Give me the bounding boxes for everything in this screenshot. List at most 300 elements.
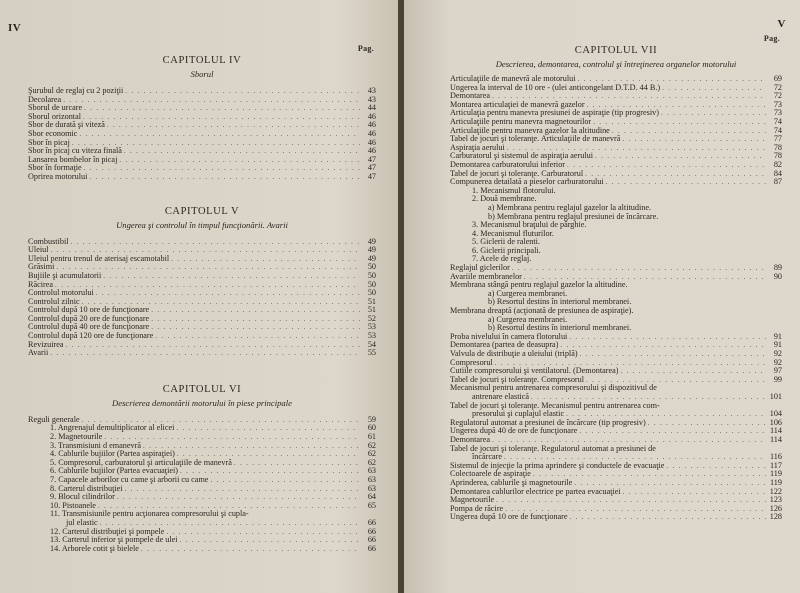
toc-leader-dots <box>504 453 766 462</box>
toc-leader-dots <box>50 246 360 255</box>
toc-entry-page: 126 <box>769 503 782 513</box>
toc-entry <box>450 333 782 342</box>
toc-entry <box>450 238 782 247</box>
toc-entry-page: 51 <box>367 305 376 315</box>
toc-entry <box>450 479 782 488</box>
toc-entry-page: 66 <box>367 517 376 527</box>
toc-entry <box>450 402 782 411</box>
toc-entry-page: 114 <box>770 434 782 444</box>
toc-leader-dots <box>65 341 360 350</box>
toc-entry-text: Sbor în picaj cu viteza finală <box>28 147 122 156</box>
toc-entry <box>28 450 376 459</box>
toc-entry-text: b) Resortul destins în interiorul membranei. <box>488 324 632 333</box>
toc-leader-dots <box>507 144 766 153</box>
toc-entry-text: Membrana stângă pentru reglajul gazelor la altitudine. <box>450 281 628 290</box>
toc-leader-dots <box>155 332 360 341</box>
toc-entry-page: 99 <box>773 374 782 384</box>
toc-entry-page: 78 <box>773 151 782 161</box>
toc-entry <box>450 513 782 522</box>
toc-entry-page: 97 <box>773 366 782 376</box>
toc-entry-page: 51 <box>367 296 376 306</box>
chapter-5 <box>28 206 376 358</box>
toc-leader-dots <box>585 170 766 179</box>
toc-leader-dots <box>578 75 767 84</box>
toc-entry-text: Tabel de jocuri şi toleranţe. Carburatorul <box>450 169 584 178</box>
toc-entry-page: 50 <box>367 262 376 272</box>
toc-entry <box>450 496 782 505</box>
toc-entry-page: 104 <box>769 409 782 419</box>
toc-entry-text: Pompa de răcire <box>450 504 504 513</box>
toc-entry-text: 3. Mecanismul braţului de pârghie. <box>472 221 587 230</box>
toc-entry-page: 123 <box>769 495 782 505</box>
toc-leader-dots <box>56 263 360 272</box>
toc-entry <box>450 290 782 299</box>
toc-leader-dots <box>82 416 360 425</box>
toc-entry <box>28 130 376 139</box>
toc-entry <box>450 410 782 419</box>
toc-entry <box>450 445 782 454</box>
toc-leader-dots <box>210 476 360 485</box>
toc-leader-dots <box>569 333 766 342</box>
toc-entry-page: 77 <box>773 134 782 144</box>
toc-entry-text: 6. Giclerii principali. <box>472 246 541 255</box>
toc-entry-text: Reguli generale <box>28 415 80 424</box>
toc-leader-dots <box>580 350 766 359</box>
toc-entry <box>450 359 782 368</box>
toc-leader-dots <box>661 109 766 118</box>
toc-entry <box>28 467 376 476</box>
toc-leader-dots <box>234 459 360 468</box>
toc-entry-text: Ungerea după 10 ore de funcţionare <box>450 513 568 522</box>
toc-entry <box>450 324 782 333</box>
toc-entry-text: Proba nivelului în camera flotorului <box>450 332 568 341</box>
toc-entry-page: 78 <box>773 142 782 152</box>
toc-entry <box>28 459 376 468</box>
toc-entry <box>28 306 376 315</box>
toc-entry <box>28 246 376 255</box>
toc-entry-text: 7. Acele de reglaj. <box>472 255 532 264</box>
toc-entry-text: Sborul orizontal <box>28 112 81 121</box>
toc-entry <box>28 164 376 173</box>
toc-entry-text: Tabel de jocuri şi toleranţe. Regulatorul automat a presiunei de <box>450 444 656 453</box>
toc-entry <box>450 453 782 462</box>
toc-entry-text: Montarea articulaţiei de manevră gazelor <box>450 100 585 109</box>
toc-entry <box>450 281 782 290</box>
toc-entry <box>450 92 782 101</box>
toc-entry-text: Controlul zilnic <box>28 297 80 306</box>
toc-entry-text: 8. Carterul distribuţiei <box>50 484 123 493</box>
toc-entry-text: 1. Angrenajul demultiplicator al elicei <box>50 424 175 433</box>
toc-entry <box>28 104 376 113</box>
toc-entry-text: Controlul după 120 ore de funcţionare <box>28 332 154 341</box>
toc-entry-text: Valvula de distribuţie a uleiului (triplă) <box>450 350 578 358</box>
toc-leader-dots <box>176 424 360 433</box>
toc-entry <box>450 187 782 196</box>
toc-entry-text: 3. Transmisiuni d emanevră <box>50 441 141 450</box>
toc-entry <box>28 281 376 290</box>
toc-entry-page: 49 <box>367 236 376 246</box>
toc-entry-page: 66 <box>367 535 376 545</box>
toc-leader-dots <box>96 289 360 298</box>
toc-entry-page: 46 <box>367 120 376 130</box>
toc-leader-dots <box>512 264 766 273</box>
toc-entry <box>450 436 782 445</box>
toc-entry <box>450 152 782 161</box>
toc-entry-page: 46 <box>367 128 376 138</box>
toc-leader-dots <box>151 306 360 315</box>
toc-entry <box>450 84 782 93</box>
toc-entry-page: 47 <box>367 163 376 173</box>
toc-entry-page: 63 <box>367 466 376 476</box>
toc-entry <box>450 307 782 316</box>
toc-leader-dots <box>496 496 766 505</box>
toc-entry-text: Articulaţiile pentru manevra magnetourilor <box>450 117 592 126</box>
toc-entry <box>450 298 782 307</box>
toc-entry-page: 128 <box>769 512 782 522</box>
toc-leader-dots <box>570 513 766 522</box>
chapter-4 <box>28 44 376 182</box>
toc-leader-dots <box>492 92 766 101</box>
chapter-subtitle: Descrierea demontării motorului în piese principale <box>112 397 292 408</box>
toc-entry <box>28 255 376 264</box>
toc-entry-text: Ungerea la interval de 10 ore - (ulei anticongelant D.T.D. 44 B.) <box>450 83 661 92</box>
toc-leader-dots <box>119 156 360 165</box>
toc-entry <box>28 528 376 537</box>
toc-entry-page: 91 <box>773 331 782 341</box>
toc-entry-page: 69 <box>773 74 782 83</box>
toc-entry-page: 106 <box>769 417 782 427</box>
toc-entry-page: 61 <box>367 432 376 442</box>
toc-entry <box>28 289 376 298</box>
toc-entry-page: 47 <box>367 171 376 181</box>
toc-entry-page: 54 <box>367 339 376 349</box>
toc-entry-page: 74 <box>773 125 782 135</box>
toc-entry <box>28 519 376 528</box>
toc-leader-dots <box>531 393 766 402</box>
toc-entry-page: 82 <box>773 159 782 169</box>
toc-entry-text: Răcirea <box>28 280 53 289</box>
toc-entry-text: 6. Cablurile bujiilor (Partea evacuaţiei) <box>50 467 178 476</box>
toc-leader-dots <box>606 178 766 187</box>
toc-entry-text: presorului şi cuplajul elastic <box>472 410 565 419</box>
toc-entry <box>28 139 376 148</box>
toc-entry <box>450 161 782 170</box>
toc-entry-page: 119 <box>770 469 782 479</box>
page-number: V <box>777 18 786 30</box>
toc-entry <box>450 204 782 213</box>
chapter-title: CAPITOLUL VI <box>162 383 242 395</box>
right-page <box>404 0 800 593</box>
toc-entry <box>450 118 782 127</box>
toc-entry <box>28 433 376 442</box>
toc-entry <box>450 230 782 239</box>
toc-entry-page: 72 <box>773 82 782 92</box>
toc-leader-dots <box>151 323 360 332</box>
toc-leader-dots <box>648 419 766 428</box>
toc-entry-page: 62 <box>367 457 376 467</box>
toc-entry <box>450 427 782 436</box>
toc-leader-dots <box>524 273 766 282</box>
toc-entry-text: antrenare elastică <box>472 392 530 401</box>
toc-entry <box>450 367 782 376</box>
toc-entry-page: 92 <box>773 357 782 367</box>
toc-leader-dots <box>103 272 360 281</box>
toc-entry-text: 12. Carterul distribuţiei şi pompele <box>50 527 165 536</box>
toc-entry <box>28 545 376 554</box>
toc-leader-dots <box>84 164 360 173</box>
toc-entry-text: Uleiul <box>28 246 49 255</box>
pag-label: Pag. <box>763 34 780 43</box>
toc-leader-dots <box>117 493 360 502</box>
toc-entry-page: 43 <box>367 86 376 95</box>
toc-entry-text: Avarii <box>28 349 49 358</box>
toc-entry-text: Cutiile compresorului şi ventilatorul. (Demontarea) <box>450 367 619 376</box>
toc-entry-text: Sistemul de injecţie la prima aprindere şi conductele de evacuaţie <box>450 461 665 470</box>
toc-entry-page: 52 <box>367 313 376 323</box>
toc-entry-text: 5. Compresorul, carburatorul şi articulaţiile de manevră <box>50 458 232 467</box>
toc-leader-dots <box>89 173 360 182</box>
toc-leader-dots <box>143 442 360 451</box>
toc-entry <box>450 255 782 264</box>
toc-entry-text: Aspiraţia aerului <box>450 143 505 152</box>
toc-entry-text: Controlul motorului <box>28 289 94 298</box>
toc-entry-text: Tabel de jocuri şi toleranţe. Mecanismul pentru antrenarea com- <box>450 401 660 410</box>
toc-entry-text: Demontarea (partea de deasupra) <box>450 341 559 350</box>
toc-leader-dots <box>662 84 766 93</box>
toc-entry-text: 2. Magnetourile <box>50 433 103 442</box>
toc-leader-dots <box>125 87 360 96</box>
toc-entry <box>450 393 782 402</box>
toc-entry-text: Membrana dreaptă (acţionată de presiunea de aspiraţie). <box>450 307 634 316</box>
toc-entry-page: 55 <box>367 348 376 358</box>
toc-leader-dots <box>79 130 360 139</box>
toc-entry-text: Regulatorul automat a presiunei de încărcare (tip progresiv) <box>450 418 646 427</box>
toc-entry-page: 49 <box>367 253 376 263</box>
toc-entry-text: Articulaţiile de manevră ale motorului <box>450 75 576 83</box>
toc-entry <box>28 536 376 545</box>
toc-leader-dots <box>666 462 766 471</box>
toc-list <box>450 75 782 522</box>
toc-entry-page: 114 <box>770 426 782 436</box>
toc-leader-dots <box>83 113 360 122</box>
toc-entry-text: Compresorul <box>450 358 493 367</box>
toc-entry-text: Tabel de jocuri şi toleranţe. Compresorul <box>450 375 585 384</box>
toc-entry-page: 116 <box>770 452 782 462</box>
toc-entry-page: 101 <box>769 391 782 401</box>
toc-entry-text: Sbor de durată şi viteză <box>28 121 105 130</box>
toc-entry <box>28 424 376 433</box>
toc-entry <box>450 505 782 514</box>
toc-entry <box>450 75 782 84</box>
chapter-title: CAPITOLUL IV <box>162 55 242 66</box>
toc-entry-text: Bujiile şi acumulatorii <box>28 271 102 280</box>
toc-entry-page: 122 <box>769 486 782 496</box>
toc-entry-text: Lansarea bombelor în picaj <box>28 155 118 164</box>
toc-entry-page: 90 <box>773 271 782 281</box>
toc-entry <box>28 96 376 105</box>
toc-entry <box>450 178 782 187</box>
toc-entry-text: Magnetourile <box>450 496 495 505</box>
toc-entry-text: Articulaţia pentru manevra presiunei de aspiraţie (tip progresiv) <box>450 109 659 118</box>
pag-label: Pag. <box>357 44 374 53</box>
toc-leader-dots <box>177 450 360 459</box>
toc-leader-dots <box>623 488 766 497</box>
toc-entry <box>28 113 376 122</box>
toc-leader-dots <box>587 101 766 110</box>
toc-entry-text: Uleiul pentru trenul de aterisaj escamotabil <box>28 254 170 263</box>
page-number: IV <box>8 22 22 34</box>
toc-entry-page: 46 <box>367 146 376 156</box>
toc-entry-text: Şurubul de reglaj cu 2 poziţii <box>28 87 124 95</box>
toc-entry-text: 11. Transmisiunile pentru acţionarea compresorului şi cupla- <box>50 510 249 519</box>
toc-entry <box>28 510 376 519</box>
toc-entry-text: Avariile membranelor <box>450 272 522 281</box>
toc-leader-dots <box>620 367 766 376</box>
toc-entry-text: încărcare <box>472 453 502 462</box>
toc-entry <box>28 442 376 451</box>
toc-entry-text: Demontarea <box>450 92 491 101</box>
toc-entry <box>450 144 782 153</box>
toc-leader-dots <box>492 436 766 445</box>
toc-entry <box>450 247 782 256</box>
toc-entry <box>28 323 376 332</box>
toc-entry-page: 117 <box>770 460 782 470</box>
toc-entry-page: 53 <box>367 331 376 341</box>
toc-entry-page: 44 <box>367 103 376 113</box>
toc-entry-text: a) Curgerea membranei. <box>488 315 568 324</box>
toc-leader-dots <box>567 161 766 170</box>
toc-entry <box>450 170 782 179</box>
toc-entry <box>28 485 376 494</box>
toc-entry <box>450 264 782 273</box>
toc-entry-text: 5. Giclerii de ralenti. <box>472 238 540 247</box>
toc-entry <box>28 173 376 182</box>
toc-entry <box>28 87 376 96</box>
toc-entry-page: 59 <box>367 414 376 424</box>
toc-entry-text: Demontarea <box>450 435 491 444</box>
toc-list <box>28 416 376 554</box>
toc-leader-dots <box>622 135 766 144</box>
chapter-6 <box>28 384 376 554</box>
toc-entry-text: Colectoarele de aspiraţie <box>450 470 531 479</box>
toc-leader-dots <box>566 410 766 419</box>
toc-entry-text: 10. Pistoanele <box>50 501 96 510</box>
toc-entry-page: 50 <box>367 270 376 280</box>
toc-leader-dots <box>593 118 766 127</box>
toc-entry <box>450 101 782 110</box>
toc-entry-page: 89 <box>773 263 782 273</box>
toc-entry-text: Sborul de urcare <box>28 104 83 113</box>
toc-leader-dots <box>533 470 766 479</box>
toc-entry <box>450 470 782 479</box>
toc-entry-text: 14. Arborele cotit şi bielele <box>50 544 139 553</box>
toc-entry <box>28 315 376 324</box>
toc-entry-text: b) Resortul destins în interiorul membranei. <box>488 298 632 307</box>
toc-list <box>28 238 376 358</box>
toc-entry-page: 64 <box>367 492 376 502</box>
toc-entry-page: 66 <box>367 543 376 553</box>
toc-leader-dots <box>586 376 766 385</box>
toc-entry-text: 4. Cablurile bujiilor (Partea aspiraţiei) <box>50 450 175 459</box>
toc-entry <box>450 127 782 136</box>
toc-entry <box>450 135 782 144</box>
toc-entry-text: Combustibil <box>28 237 69 246</box>
toc-entry-text: Compunerea detailată a pieselor carburatorului <box>450 178 604 187</box>
toc-entry-text: 7. Capacele arborilor cu came şi arborii cu came <box>50 476 209 484</box>
toc-leader-dots <box>495 359 766 368</box>
toc-entry-page: 74 <box>773 116 782 126</box>
toc-entry-text: 9. Blocul cilindrilor <box>50 493 115 502</box>
toc-entry-page: 91 <box>773 340 782 350</box>
toc-entry-page: 49 <box>367 245 376 255</box>
toc-leader-dots <box>612 127 766 136</box>
toc-entry <box>450 419 782 428</box>
toc-entry-text: 4. Mecanismul fluturilor. <box>472 229 554 238</box>
toc-leader-dots <box>180 467 360 476</box>
toc-entry-page: 62 <box>367 440 376 450</box>
toc-entry-page: 72 <box>773 91 782 101</box>
toc-entry <box>450 341 782 350</box>
toc-leader-dots <box>63 96 360 105</box>
toc-entry-page: 60 <box>367 423 376 433</box>
toc-leader-dots <box>55 281 360 290</box>
toc-entry-text: Tabel de jocuri şi toleranţe. Articulaţiile de manevră <box>450 135 621 144</box>
toc-entry-text: Sbor în picaj <box>28 138 70 147</box>
toc-entry <box>28 476 376 485</box>
toc-entry-text: Articulaţiile pentru manevra gazelor la altitudine <box>450 126 610 135</box>
toc-leader-dots <box>141 545 360 554</box>
toc-leader-dots <box>50 349 360 358</box>
toc-entry-text: Oprirea motorului <box>28 172 88 181</box>
toc-entry <box>450 195 782 204</box>
toc-entry-text: Mecanismul pentru antrenarea compresorului şi dispozitivul de <box>450 384 657 393</box>
toc-entry-text: Carburatorul şi sistemul de aspiraţia aerului <box>450 152 594 161</box>
chapter-title: CAPITOLUL V <box>164 205 240 217</box>
toc-entry-text: Revizuirea <box>28 340 64 349</box>
toc-entry-text: Reglajul giclerilor <box>450 264 510 273</box>
toc-entry-page: 46 <box>367 111 376 121</box>
toc-entry-page: 43 <box>367 94 376 104</box>
toc-leader-dots <box>151 315 360 324</box>
toc-entry <box>28 332 376 341</box>
toc-entry-text: Controlul după 10 ore de funcţionare <box>28 306 150 315</box>
chapter-subtitle: Sborul <box>190 69 214 79</box>
toc-entry <box>28 147 376 156</box>
toc-entry <box>450 316 782 325</box>
toc-entry-page: 63 <box>367 483 376 493</box>
toc-list <box>28 87 376 182</box>
toc-entry <box>450 273 782 282</box>
toc-entry-text: jul elastic <box>66 518 98 527</box>
toc-entry-text: 1. Mecanismul flotorului. <box>472 186 556 195</box>
toc-entry-text: Controlul după 20 ore de funcţionare <box>28 314 150 323</box>
toc-leader-dots <box>72 139 360 148</box>
toc-entry <box>450 221 782 230</box>
toc-entry <box>450 213 782 222</box>
toc-entry-text: Sbor în formaţie <box>28 164 82 173</box>
toc-entry-text: Grăsimi <box>28 263 55 272</box>
toc-entry <box>28 341 376 350</box>
toc-entry <box>28 156 376 165</box>
toc-entry-page: 63 <box>367 475 376 484</box>
toc-entry-page: 46 <box>367 137 376 147</box>
toc-entry-page: 119 <box>770 477 782 487</box>
toc-leader-dots <box>125 485 360 494</box>
toc-entry-text: Controlul după 40 ore de funcţionare <box>28 323 150 332</box>
toc-entry-text: a) Membrana pentru reglajul gazelor la altitudine. <box>488 203 651 212</box>
chapter-subtitle: Descrierea, demontarea, controlul şi întreţinerea organelor motorului <box>495 59 737 69</box>
toc-leader-dots <box>505 505 766 514</box>
